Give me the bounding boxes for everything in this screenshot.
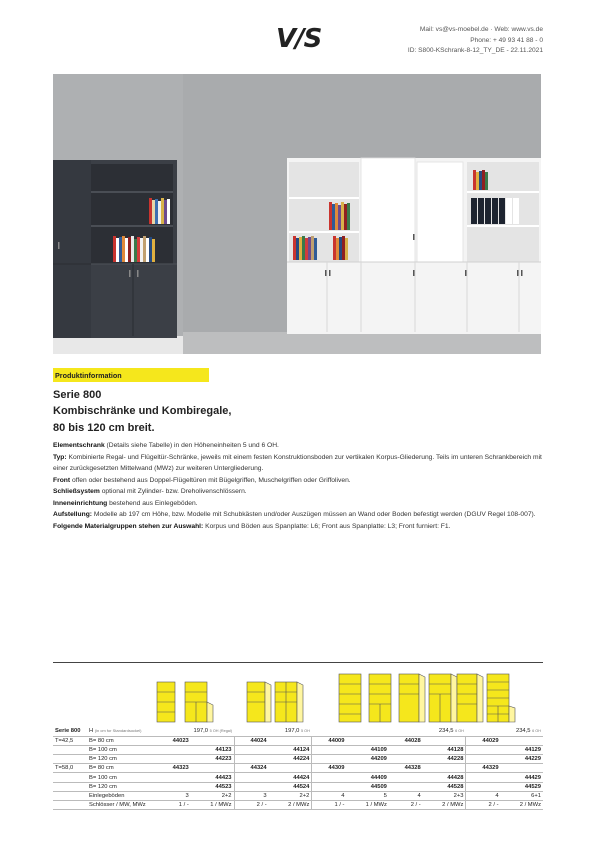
table-cell: 44524 xyxy=(269,782,312,791)
table-cell: 4 xyxy=(389,791,423,800)
table-cell xyxy=(389,782,423,791)
cabinet-tall-wide-icon xyxy=(487,674,515,722)
table-cell: 44029 xyxy=(466,736,501,745)
table-cell xyxy=(269,736,312,745)
brand-logo: V/S xyxy=(276,24,322,54)
row-depth-label xyxy=(53,791,87,800)
table-row xyxy=(53,791,543,800)
table-cell xyxy=(466,755,501,764)
table-cell: 44129 xyxy=(501,745,543,754)
table-cell xyxy=(347,736,389,745)
row-depth-label xyxy=(53,782,87,791)
table-cell: 44229 xyxy=(501,755,543,764)
row-width-label: B= 120 cm xyxy=(87,782,157,791)
table-cell: 44428 xyxy=(423,773,466,782)
row-width-label: B= 100 cm xyxy=(87,773,157,782)
product-title-line-1: Kombischränke und Kombiregale, xyxy=(53,405,232,417)
table-cell: 2 / MWz xyxy=(269,801,312,810)
description-paragraph: Front offen oder bestehend aus Doppel-Flügeltüren mit Bügelgriffen, Muschelgriffen oder Griffoliven. xyxy=(53,476,351,484)
table-row xyxy=(53,755,543,764)
table-cell xyxy=(269,764,312,773)
table-cell xyxy=(312,782,347,791)
table-cell: 2+2 xyxy=(269,791,312,800)
table-cell xyxy=(423,764,466,773)
table-cell xyxy=(312,773,347,782)
table-cell: 44324 xyxy=(234,764,269,773)
product-photo-dark xyxy=(53,74,183,354)
row-locks-label: Schlösser / MW, MWz xyxy=(87,801,157,810)
table-cell: 44123 xyxy=(191,745,234,754)
document-id-line: ID: S800-KSchrank-8-12_TY_DE - 22.11.2021 xyxy=(407,47,543,54)
cabinet-tall-shelf-icon xyxy=(339,674,361,722)
table-cell: 1 / MWz xyxy=(347,801,389,810)
table-cell: 44023 xyxy=(157,736,191,745)
table-cell: 5 xyxy=(347,791,389,800)
table-row xyxy=(53,736,543,745)
row-depth-label xyxy=(53,773,87,782)
table-cell: 1 / - xyxy=(157,801,191,810)
table-cell xyxy=(191,736,234,745)
cabinet-tall-door-icon xyxy=(369,674,391,722)
cabinet-double-door-icon xyxy=(275,682,303,722)
table-row xyxy=(53,782,543,791)
table-cell xyxy=(389,755,423,764)
table-cell: 6+1 xyxy=(501,791,543,800)
product-title-line-2: 80 bis 120 cm breit. xyxy=(53,422,155,434)
table-cell: 44124 xyxy=(269,745,312,754)
table-cell: 44228 xyxy=(423,755,466,764)
table-cell: 4 xyxy=(312,791,347,800)
cabinet-tall-glass-icon xyxy=(457,674,483,722)
table-height-label: H (in cm for Standardsockel) xyxy=(87,727,157,736)
table-cell xyxy=(157,773,191,782)
row-depth-label: T=42,5 xyxy=(53,736,87,745)
row-width-label: B= 120 cm xyxy=(87,755,157,764)
table-cell xyxy=(466,745,501,754)
table-cell: 2 / - xyxy=(389,801,423,810)
table-cell xyxy=(157,782,191,791)
height-col-4: 234,5 6 OH xyxy=(466,727,543,736)
table-cell: 44429 xyxy=(501,773,543,782)
table-top-rule xyxy=(53,662,543,663)
spec-table xyxy=(53,727,543,810)
height-col-1: 197,0 5 OH (Regal) xyxy=(157,727,234,736)
mail-web-line: Mail: vs@vs-moebel.de · Web: www.vs.de xyxy=(419,26,543,33)
row-shelves-label: Einlegeböden xyxy=(87,791,157,800)
model-pictograms xyxy=(53,668,543,724)
table-cell: 2 / MWz xyxy=(423,801,466,810)
product-info-tag: Produktinformation xyxy=(53,368,209,382)
table-cell xyxy=(234,782,269,791)
table-cell: 2 / - xyxy=(466,801,501,810)
table-cell xyxy=(191,764,234,773)
series-title: Serie 800 xyxy=(53,389,102,401)
table-cell: 44128 xyxy=(423,745,466,754)
table-cell xyxy=(157,755,191,764)
table-cell: 44409 xyxy=(347,773,389,782)
height-col-3: 234,5 6 OH xyxy=(312,727,466,736)
table-cell: 44323 xyxy=(157,764,191,773)
description-paragraph: Inneneinrichtung bestehend aus Einlegeböden. xyxy=(53,499,198,507)
table-series-label: Serie 800 xyxy=(53,727,87,736)
cabinet-open-shelf-icon xyxy=(157,682,175,722)
table-cell xyxy=(347,764,389,773)
cabinet-door-icon xyxy=(247,682,271,722)
table-cell xyxy=(466,773,501,782)
table-header-row xyxy=(53,727,543,736)
table-cell xyxy=(501,764,543,773)
description-paragraph: Folgende Materialgruppen stehen zur Auswahl: Korpus und Böden aus Spanplatte: L6; Front aus Spanplatte: L3; Front furniert: F1. xyxy=(53,522,451,530)
table-cell: 44224 xyxy=(269,755,312,764)
description-paragraph: Aufstellung: Modelle ab 197 cm Höhe, bzw. Modelle mit Schubkästen und/oder Auszügen müssen an Wand oder Boden befestigt werden (DGUV Regel 108-007). xyxy=(53,511,536,518)
table-cell: 2+2 xyxy=(191,791,234,800)
row-width-label: B= 80 cm xyxy=(87,736,157,745)
product-description xyxy=(53,440,545,532)
table-cell: 1 / - xyxy=(312,801,347,810)
table-cell: 44423 xyxy=(191,773,234,782)
description-paragraph: Elementschrank (Details siehe Tabelle) in den Höheneinheiten 5 und 6 OH. xyxy=(53,442,279,449)
table-cell: 44329 xyxy=(466,764,501,773)
row-width-label: B= 80 cm xyxy=(87,764,157,773)
table-cell xyxy=(312,755,347,764)
phone-line: Phone: + 49 93 41 88 - 0 xyxy=(470,36,543,44)
table-cell: 2 / MWz xyxy=(501,801,543,810)
table-row xyxy=(53,773,543,782)
table-cell xyxy=(389,773,423,782)
table-cell xyxy=(501,736,543,745)
table-cell: 44309 xyxy=(312,764,347,773)
height-col-2: 197,0 5 OH xyxy=(234,727,312,736)
description-paragraph: Typ: Kombinierte Regal- und Flügeltür-Schränke, jeweils mit einem festen Konstruktionsboden zur vertikalen Korpus-Gliederung. Teils im unteren Schrankbereich mit einer zurückgesetzten Mittelwand (MWz) zur weiteren Untergliederung. xyxy=(53,453,542,472)
table-row xyxy=(53,745,543,754)
table-cell: 44528 xyxy=(423,782,466,791)
row-depth-label xyxy=(53,801,87,810)
table-cell xyxy=(234,755,269,764)
table-cell: 44328 xyxy=(389,764,423,773)
table-cell xyxy=(234,773,269,782)
row-depth-label xyxy=(53,745,87,754)
product-photo-white xyxy=(183,74,541,354)
table-cell: 44009 xyxy=(312,736,347,745)
table-cell xyxy=(234,745,269,754)
table-cell xyxy=(423,736,466,745)
table-cell: 44109 xyxy=(347,745,389,754)
description-paragraph: Schließsystem optional mit Zylinder- bzw. Dreholivenschlössern. xyxy=(53,488,247,495)
row-depth-label xyxy=(53,755,87,764)
table-cell: 2 / - xyxy=(234,801,269,810)
table-cell: 44209 xyxy=(347,755,389,764)
cabinet-open-door-icon xyxy=(185,682,213,722)
row-depth-label: T=58,0 xyxy=(53,764,87,773)
cabinet-tall-double-door-icon xyxy=(399,674,425,722)
table-cell: 1 / MWz xyxy=(191,801,234,810)
table-cell: 3 xyxy=(157,791,191,800)
contact-block xyxy=(408,25,543,57)
table-cell: 44424 xyxy=(269,773,312,782)
row-width-label: B= 100 cm xyxy=(87,745,157,754)
table-cell xyxy=(389,745,423,754)
table-cell: 44223 xyxy=(191,755,234,764)
table-cell: 44529 xyxy=(501,782,543,791)
table-cell: 44509 xyxy=(347,782,389,791)
table-cell xyxy=(157,745,191,754)
cabinet-tall-combo-icon xyxy=(429,674,457,722)
table-cell: 44024 xyxy=(234,736,269,745)
table-cell: 4 xyxy=(466,791,501,800)
table-cell: 2+3 xyxy=(423,791,466,800)
table-cell: 44028 xyxy=(389,736,423,745)
table-row xyxy=(53,801,543,810)
table-cell: 44523 xyxy=(191,782,234,791)
table-cell xyxy=(466,782,501,791)
table-row xyxy=(53,764,543,773)
table-cell xyxy=(312,745,347,754)
table-cell: 3 xyxy=(234,791,269,800)
